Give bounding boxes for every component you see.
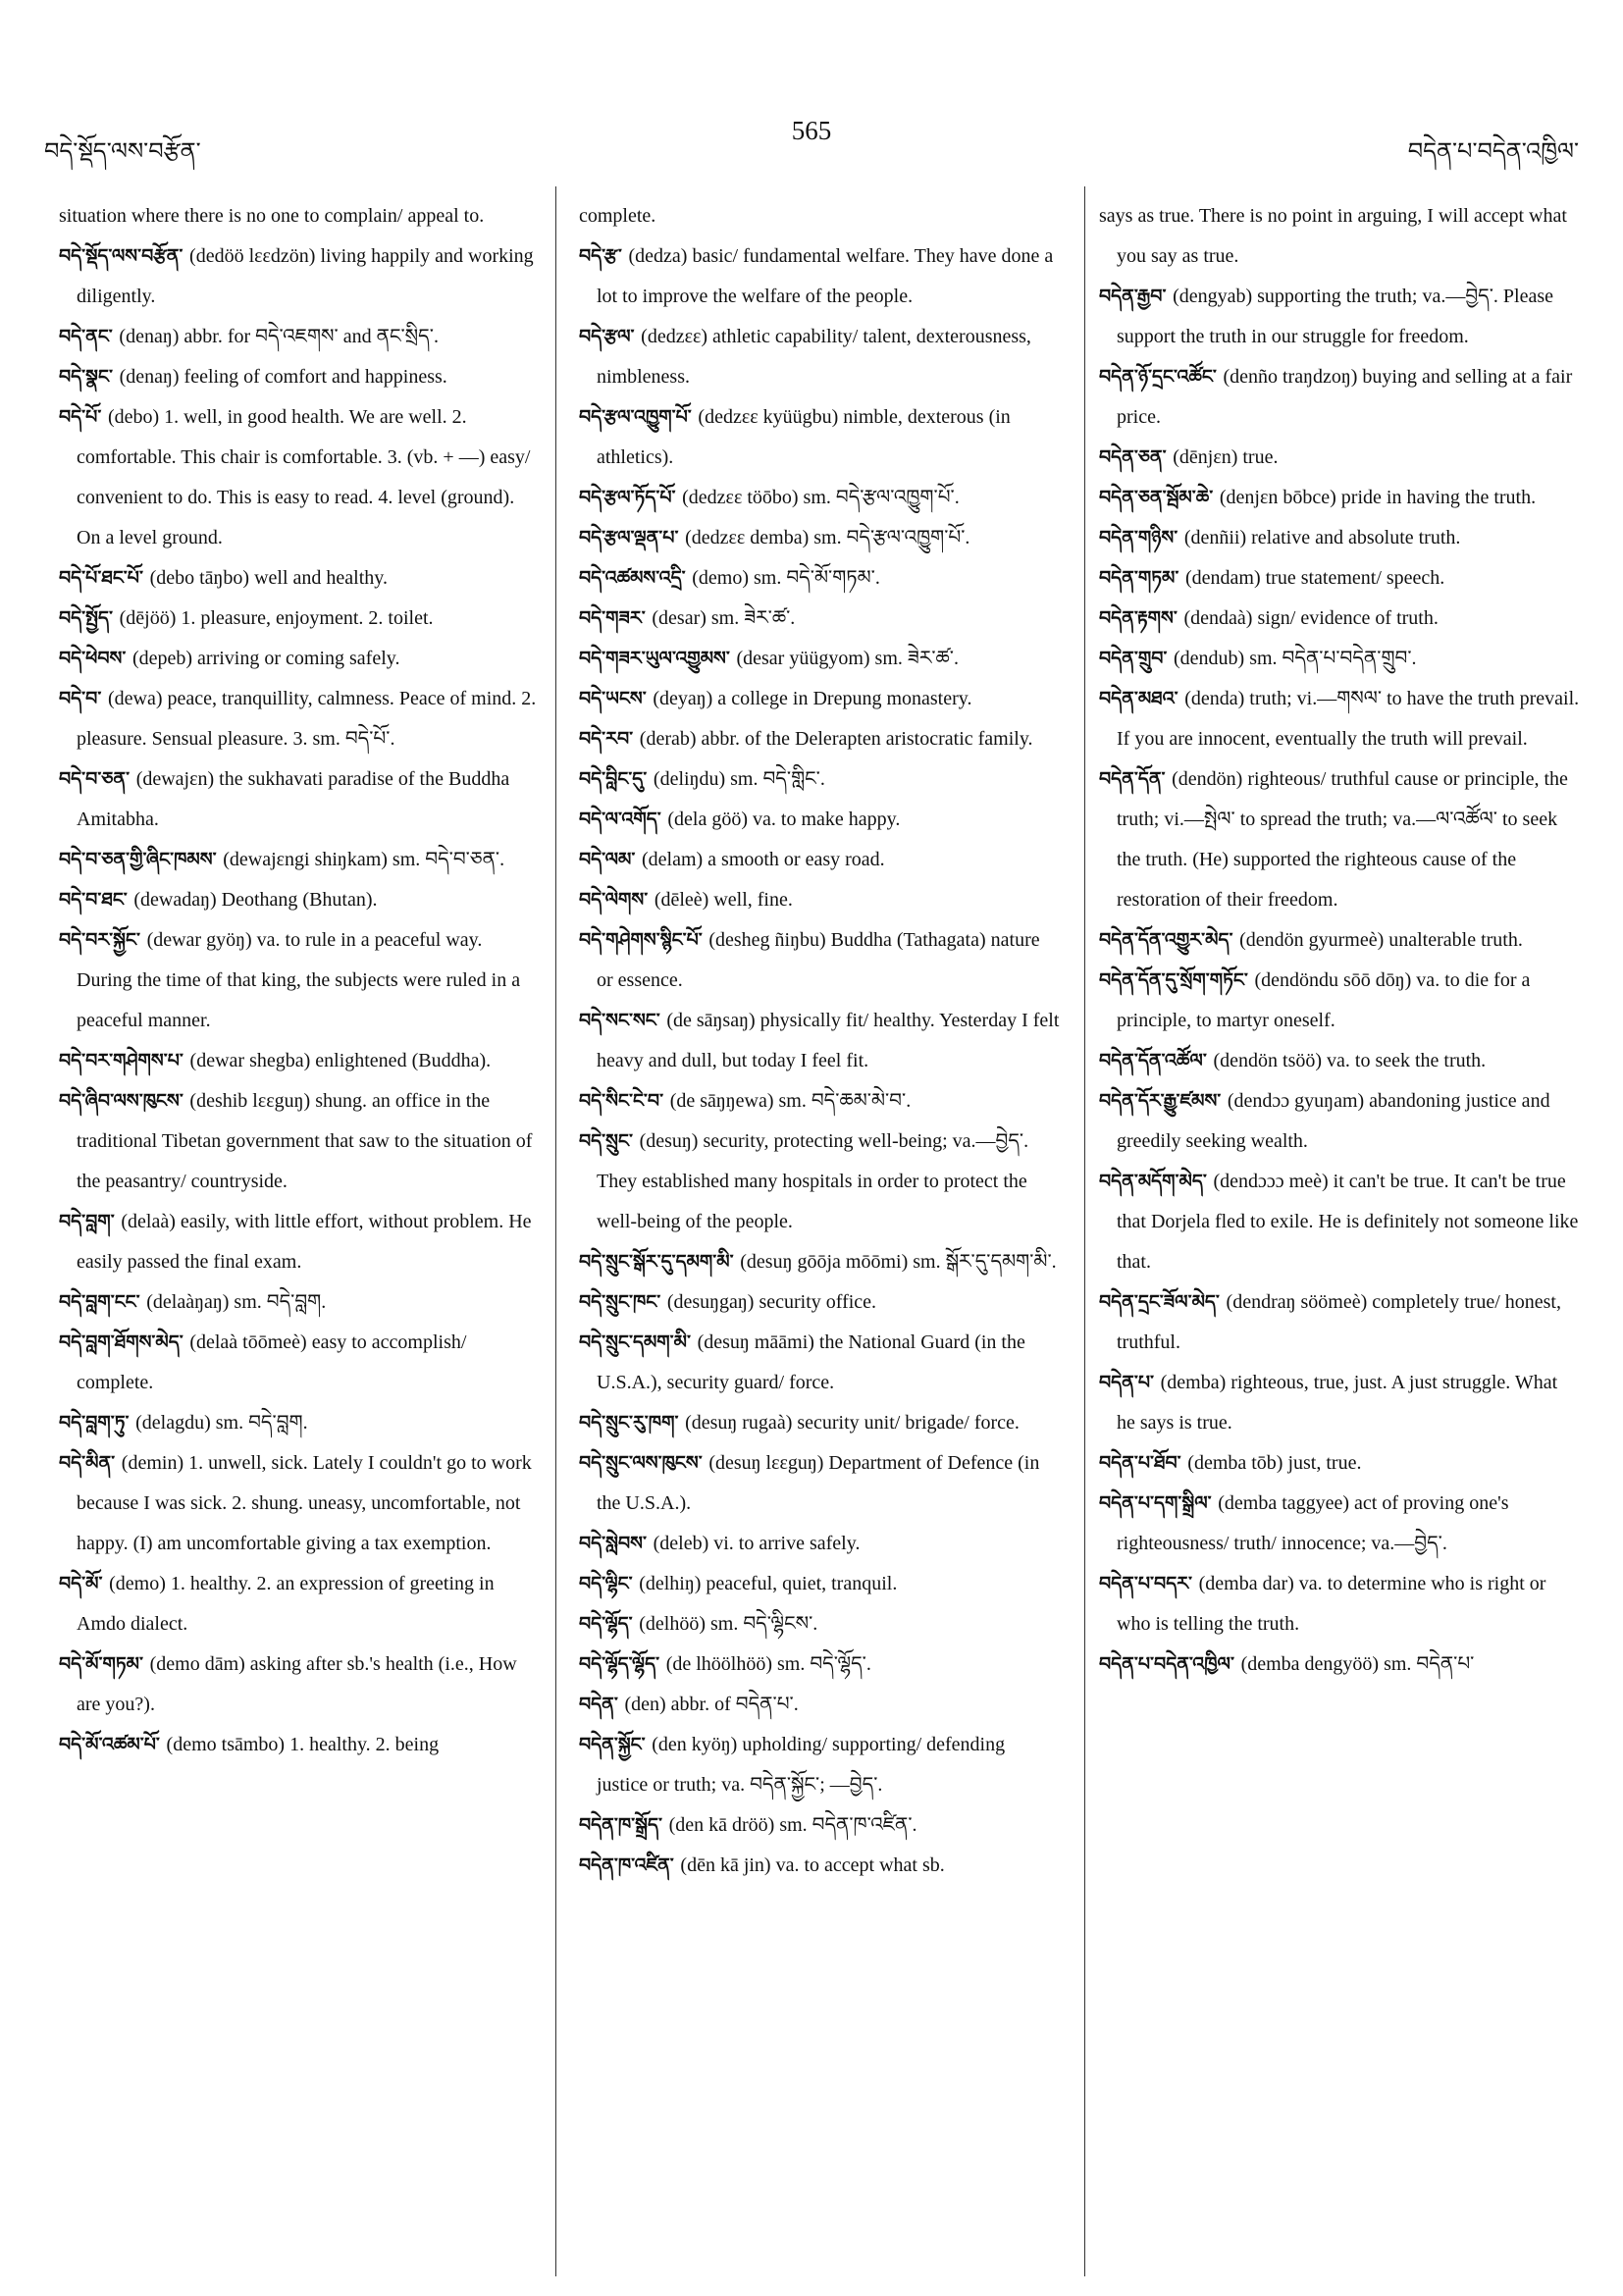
- dictionary-entry: [59, 599, 540, 639]
- entry-headword: བདེན་ཁ་སྒྲོད་: [579, 1814, 669, 1836]
- entry-definition: (den kyöŋ) upholding/ supporting/ defending justice or truth; va. བདེན་སྐྱོང་; —བྱེད་.: [597, 1734, 1006, 1796]
- entry-definition: (delaàŋaŋ) sm. བདེ་བླག.: [146, 1291, 327, 1313]
- dictionary-entry: [1099, 920, 1580, 961]
- dictionary-entry: [59, 1725, 540, 1765]
- dictionary-entry: [1099, 518, 1580, 558]
- entry-definition: (demba taggyee) act of proving one's righteousness/ truth/ innocence; va.—བྱེད་.: [1117, 1492, 1509, 1554]
- entry-definition: (denño traŋdzoŋ) buying and selling at a fair price.: [1117, 366, 1573, 428]
- entry-headword: བདེ་སྲུང་སྒོར་དུ་དམག་མི་: [579, 1251, 741, 1273]
- entry-definition: (dewadaŋ) Deothang (Bhutan).: [133, 889, 378, 911]
- entry-definition: (delaà tōōmeè) easy to accomplish/ complete.: [77, 1331, 467, 1393]
- entry-headword: བདེ་འཚམས་འདྲི་: [579, 567, 693, 589]
- dictionary-entry: [59, 1041, 540, 1081]
- dictionary-entry: [579, 397, 1060, 478]
- dictionary-entry: [59, 1323, 540, 1403]
- entry-headword: བདེ་ཕེབས་: [59, 648, 132, 669]
- entry-headword: བདེ་སྲུང་: [579, 1130, 640, 1152]
- entry-headword: བདེན་ཅན་: [1099, 446, 1174, 468]
- dictionary-columns: [59, 196, 1580, 2257]
- entry-headword: བདེ་སླེབས་: [579, 1533, 654, 1554]
- entry-headword: བདེན་པ་བདེན་འཁྱིལ་: [1099, 1653, 1241, 1675]
- entry-definition: situation where there is no one to complain/ appeal to.: [59, 205, 485, 227]
- entry-headword: བདེན་པ་བདར་: [1099, 1573, 1199, 1594]
- entry-headword: བདེན་པ་: [1099, 1372, 1161, 1393]
- entry-definition: (dendam) true statement/ speech.: [1184, 567, 1445, 589]
- entry-definition: (demba dengyöö) sm. བདེན་པ་: [1240, 1653, 1475, 1675]
- entry-definition: (den) abbr. of བདེན་པ་.: [624, 1694, 799, 1715]
- dictionary-entry: [579, 719, 1060, 759]
- entry-headword: བདེ་བླག་ངང་: [59, 1291, 147, 1313]
- entry-definition: (debo) 1. well, in good health. We are well. 2. comfortable. This chair is comfortable. 3. (vb. + —) easy/ convenient to do. This is easy to read. 4. level (ground). On a level ground.: [77, 406, 531, 548]
- entry-headword: བདེ་རྩ་: [579, 245, 629, 267]
- entry-definition: (delam) a smooth or easy road.: [641, 849, 885, 870]
- dictionary-entry: [579, 1564, 1060, 1604]
- dictionary-entry: [579, 1122, 1060, 1242]
- dictionary-entry: [1099, 639, 1580, 679]
- entry-headword: བདེ་རྩལ་ལྡན་པ་: [579, 527, 686, 548]
- dictionary-entry: [579, 679, 1060, 719]
- entry-definition: (denjɛn bōbce) pride in having the truth.: [1219, 487, 1537, 508]
- dictionary-entry: [59, 679, 540, 759]
- dictionary-entry: [579, 518, 1060, 558]
- entry-headword: བདེ་རྩལ་འཁྱུག་པོ་: [579, 406, 699, 428]
- entry-headword: བདེ་བ་ཅན་: [59, 768, 136, 790]
- dictionary-entry: [59, 397, 540, 558]
- entry-headword: བདེ་གཤེགས་སྙིང་པོ་: [579, 929, 709, 951]
- entry-definition: (dedzɛɛ) athletic capability/ talent, dexterousness, nimbleness.: [597, 326, 1031, 388]
- entry-definition: (dendön tsöö) va. to seek the truth.: [1213, 1050, 1487, 1071]
- dictionary-entry: [1099, 1081, 1580, 1162]
- dictionary-entry: [579, 880, 1060, 920]
- dictionary-entry: [579, 800, 1060, 840]
- dictionary-entry: [59, 639, 540, 679]
- entry-headword: བདེ་རྩལ་ཏོད་པོ་: [579, 487, 683, 508]
- dictionary-entry: [579, 1081, 1060, 1122]
- dictionary-entry: [579, 1524, 1060, 1564]
- entry-definition: (deshib lɛɛguŋ) shung. an office in the traditional Tibetan government that saw to the situation of the peasantry/ countryside.: [77, 1090, 533, 1192]
- entry-headword: བདེ་སྡོད་ལས་བརྩོན་: [59, 245, 190, 267]
- entry-headword: བདེ་རྩལ་: [579, 326, 642, 347]
- entry-definition: (desar) sm. ཟེར་ཚ་.: [652, 607, 796, 629]
- entry-definition: (delagdu) sm. བདེ་བླག.: [135, 1412, 308, 1434]
- entry-headword: བདེ་བ་ཐང་: [59, 889, 134, 911]
- column-2: [579, 196, 1060, 2257]
- entry-definition: (dedzɛɛ töōbo) sm. བདེ་རྩལ་འཁྱུག་པོ་.: [682, 487, 960, 508]
- entry-definition: (desuŋ gōōja mōōmi) sm. སྒོར་དུ་དམག་མི་.: [740, 1251, 1057, 1273]
- dictionary-entry: [1099, 1564, 1580, 1644]
- dictionary-entry: [579, 840, 1060, 880]
- entry-definition: (demo) 1. healthy. 2. an expression of greeting in Amdo dialect.: [77, 1573, 495, 1635]
- entry-headword: བདེ་རབ་: [579, 728, 640, 750]
- entry-definition: (dēnjɛn) true.: [1173, 446, 1279, 468]
- entry-definition: (de sāŋsaŋ) physically fit/ healthy. Yesterday I felt heavy and dull, but today I feel fit.: [597, 1010, 1060, 1071]
- running-head-left: བདེ་སྡོད་ལས་བརྩོན་: [44, 137, 201, 165]
- dictionary-entry: [59, 1443, 540, 1564]
- entry-headword: བདེན་དོན་འགྱུར་མེད་: [1099, 929, 1240, 951]
- dictionary-entry: [1099, 1363, 1580, 1443]
- dictionary-entry: [1099, 277, 1580, 357]
- entry-headword: བདེ་སྲུང་རུ་ཁག་: [579, 1412, 686, 1434]
- dictionary-entry: [579, 1242, 1060, 1282]
- entry-headword: བདེ་བླིང་དུ་: [579, 768, 654, 790]
- dictionary-entry: [1099, 558, 1580, 599]
- dictionary-entry: [579, 1323, 1060, 1403]
- dictionary-entry: [579, 639, 1060, 679]
- dictionary-entry: [579, 1685, 1060, 1725]
- entry-definition: (dēleè) well, fine.: [654, 889, 793, 911]
- entry-headword: བདེ་ལྷོད་: [579, 1613, 640, 1635]
- entry-definition: (dengyab) supporting the truth; va.—བྱེད་. Please support the truth in our struggle for freedom.: [1117, 286, 1554, 347]
- entry-headword: བདེ་བླག་ཏུ་: [59, 1412, 136, 1434]
- entry-headword: བདེ་ཡངས་: [579, 688, 654, 709]
- page-number: 565: [791, 116, 832, 145]
- entry-headword: བདེན་དོན་འཚོལ་: [1099, 1050, 1214, 1071]
- entry-headword: བདེ་མོ་འཚམ་པོ་: [59, 1734, 167, 1755]
- entry-headword: བདེ་མོ་: [59, 1573, 110, 1594]
- entry-headword: བདེ་བར་སྐྱོང་: [59, 929, 147, 951]
- dictionary-entry: [579, 1001, 1060, 1081]
- dictionary-entry: [1099, 1484, 1580, 1564]
- entry-headword: བདེན་གཏམ་: [1099, 567, 1185, 589]
- entry-headword: བདེ་མིན་: [59, 1452, 122, 1474]
- dictionary-entry: [579, 599, 1060, 639]
- dictionary-entry: [59, 317, 540, 357]
- entry-headword: བདེ་ནང་: [59, 326, 120, 347]
- entry-definition: (demo) sm. བདེ་མོ་གཏམ་.: [692, 567, 880, 589]
- entry-definition: (dēn kā jin) va. to accept what sb.: [680, 1854, 945, 1876]
- page-header: [0, 116, 1623, 175]
- entry-definition: (dewar gyöŋ) va. to rule in a peaceful way. During the time of that king, the subjects were ruled in a peaceful manner.: [77, 929, 521, 1031]
- entry-definition: (dela göö) va. to make happy.: [667, 809, 901, 830]
- entry-definition: (dewa) peace, tranquillity, calmness. Peace of mind. 2. pleasure. Sensual pleasure. 3. sm. བདེ་པོ་.: [77, 688, 537, 750]
- entry-headword: བདེན་: [579, 1694, 625, 1715]
- entry-definition: (den kā dröö) sm. བདེན་ཁ་འཛིན་.: [668, 1814, 917, 1836]
- dictionary-entry: [579, 1725, 1060, 1805]
- entry-headword: བདེན་ཅན་སྦོམ་ཆེ་: [1099, 487, 1220, 508]
- entry-definition: (dendɔɔ gyuŋam) abandoning justice and greedily seeking wealth.: [1117, 1090, 1550, 1152]
- dictionary-entry: [1099, 1443, 1580, 1484]
- dictionary-entry: [579, 1846, 1060, 1886]
- entry-headword: བདེ་སྲུང་ལས་ཁུངས་: [579, 1452, 709, 1474]
- entry-headword: བདེ་ལ་འགོད་: [579, 809, 668, 830]
- entry-headword: བདེ་སིང་ངེ་བ་: [579, 1090, 670, 1112]
- dictionary-entry: [1099, 1041, 1580, 1081]
- dictionary-entry: [579, 1644, 1060, 1685]
- entry-definition: (dendön) righteous/ truthful cause or principle, the truth; vi.—སྤེལ་ to spread the truth; va.—ལ་འཚོལ་ to seek the truth. (He) supported the righteous cause of the restoration of their freedom.: [1117, 768, 1568, 911]
- entry-definition: (demo tsāmbo) 1. healthy. 2. being: [166, 1734, 440, 1755]
- entry-definition: (dendaà) sign/ evidence of truth.: [1183, 607, 1439, 629]
- entry-definition: (dedzɛɛ demba) sm. བདེ་རྩལ་འཁྱུག་པོ་.: [685, 527, 970, 548]
- entry-definition: (dewajɛn) the sukhavati paradise of the Buddha Amitabha.: [77, 768, 510, 830]
- entry-definition: (desuŋ rugaà) security unit/ brigade/ force.: [685, 1412, 1020, 1434]
- dictionary-entry: [59, 1564, 540, 1644]
- dictionary-entry: [1099, 599, 1580, 639]
- entry-definition: (dewar shegba) enlightened (Buddha).: [189, 1050, 492, 1071]
- entry-definition: (denaŋ) feeling of comfort and happiness.: [119, 366, 447, 388]
- entry-headword: བདེ་ལམ་: [579, 849, 642, 870]
- dictionary-entry: [579, 1403, 1060, 1443]
- dictionary-entry: [59, 759, 540, 840]
- entry-definition: (delhöö) sm. བདེ་ལྷིངས་.: [639, 1613, 818, 1635]
- entry-headword: བདེ་ལྷིང་: [579, 1573, 640, 1594]
- dictionary-entry: [1099, 961, 1580, 1041]
- entry-definition: (dendön gyurmeè) unalterable truth.: [1239, 929, 1523, 951]
- dictionary-entry: [579, 1282, 1060, 1323]
- entry-definition: (dendub) sm. བདེན་པ་བདེན་གྲུབ་.: [1174, 648, 1417, 669]
- entry-definition: complete.: [579, 205, 656, 227]
- entry-headword: བདེ་པོ་ཐང་པོ་: [59, 567, 150, 589]
- entry-headword: བདེ་བླག་ཐོགས་མེད་: [59, 1331, 190, 1353]
- entry-definition: says as true. There is no point in arguing, I will accept what you say as true.: [1099, 205, 1567, 267]
- entry-headword: བདེན་དོན་དུ་སྲོག་གཏོང་: [1099, 969, 1255, 991]
- dictionary-entry: [579, 1604, 1060, 1644]
- entry-definition: (demba dar) va. to determine who is right or who is telling the truth.: [1117, 1573, 1546, 1635]
- dictionary-entry: [579, 759, 1060, 800]
- dictionary-entry: [1099, 759, 1580, 920]
- dictionary-entry: [579, 920, 1060, 1001]
- dictionary-entry: [579, 478, 1060, 518]
- entry-headword: བདེན་རྟགས་: [1099, 607, 1184, 629]
- entry-definition: (dendöndu sōō dōŋ) va. to die for a principle, to martyr oneself.: [1117, 969, 1531, 1031]
- dictionary-entry: [1099, 438, 1580, 478]
- entry-headword: བདེ་བར་གཤེགས་པ་: [59, 1050, 190, 1071]
- dictionary-entry: [579, 558, 1060, 599]
- entry-definition: (dendɔɔɔ meè) it can't be true. It can't be true that Dorjela fled to exile. He is definitely not someone like that.: [1117, 1171, 1579, 1273]
- entry-definition: (dendraŋ söömeè) completely true/ honest, truthful.: [1117, 1291, 1561, 1353]
- column-1: [59, 196, 540, 2257]
- entry-headword: བདེ་གཟར་: [579, 607, 653, 629]
- entry-definition: (desuŋgaŋ) security office.: [666, 1291, 877, 1313]
- dictionary-entry: [59, 236, 540, 317]
- entry-headword: བདེ་བ་: [59, 688, 108, 709]
- dictionary-entry: [59, 880, 540, 920]
- entry-definition: (demin) 1. unwell, sick. Lately I couldn't go to work because I was sick. 2. shung. uneasy, uncomfortable, not happy. (I) am uncomfortable giving a tax exemption.: [77, 1452, 532, 1554]
- dictionary-entry: [59, 558, 540, 599]
- running-head-right: བདེན་པ་བདེན་འཁྱིལ་: [1407, 137, 1579, 165]
- entry-headword: བདེ་མོ་གཏམ་: [59, 1653, 150, 1675]
- dictionary-entry: [1099, 1162, 1580, 1282]
- dictionary-entry: [579, 236, 1060, 317]
- dictionary-entry: [59, 840, 540, 880]
- entry-definition: (dedöö lɛɛdzön) living happily and working diligently.: [77, 245, 534, 307]
- entry-definition: (denaŋ) abbr. for བདེ་འཇགས་ and ནང་སྲིད་.: [119, 326, 439, 347]
- dictionary-entry: [1099, 1282, 1580, 1363]
- entry-headword: བདེ་གཟར་ཡུལ་འགྱུམས་: [579, 648, 737, 669]
- entry-headword: བདེ་ལེགས་: [579, 889, 654, 911]
- entry-headword: བདེ་སྣང་: [59, 366, 120, 388]
- dictionary-entry: [1099, 478, 1580, 518]
- entry-headword: བདེ་པོ་: [59, 406, 108, 428]
- entry-headword: བདེན་གྲུབ་: [1099, 648, 1175, 669]
- entry-headword: བདེན་རྒྱབ་: [1099, 286, 1174, 307]
- entry-definition: (de lhöölhöö) sm. བདེ་ལྷོད་.: [665, 1653, 871, 1675]
- entry-definition: (demo dām) asking after sb.'s health (i.e., How are you?).: [77, 1653, 517, 1715]
- entry-definition: (debo tāŋbo) well and healthy.: [149, 567, 388, 589]
- entry-definition: (dedza) basic/ fundamental welfare. They have done a lot to improve the welfare of the people.: [597, 245, 1054, 307]
- entry-headword: བདེན་དོན་: [1099, 768, 1173, 790]
- dictionary-entry: [59, 1081, 540, 1202]
- dictionary-entry: [1099, 196, 1580, 277]
- entry-definition: (deyaŋ) a college in Drepung monastery.: [653, 688, 972, 709]
- dictionary-entry: [59, 1282, 540, 1323]
- entry-headword: བདེན་སྐྱོང་: [579, 1734, 653, 1755]
- entry-definition: (derab) abbr. of the Delerapten aristocratic family.: [639, 728, 1033, 750]
- entry-definition: (dedzɛɛ kyüügbu) nimble, dexterous (in athletics).: [597, 406, 1011, 468]
- dictionary-entry: [579, 317, 1060, 397]
- dictionary-entry: [59, 920, 540, 1041]
- entry-definition: (desuŋ lɛɛguŋ) Department of Defence (in the U.S.A.).: [597, 1452, 1040, 1514]
- dictionary-entry: [59, 1644, 540, 1725]
- dictionary-entry: [59, 1403, 540, 1443]
- entry-headword: བདེ་ལྷོད་ལྷོད་: [579, 1653, 666, 1675]
- entry-headword: བདེན་པ་ཐོབ་: [1099, 1452, 1188, 1474]
- entry-headword: བདེ་བླག་: [59, 1211, 122, 1232]
- entry-definition: (demba) righteous, true, just. A just struggle. What he says is true.: [1117, 1372, 1558, 1434]
- entry-definition: (desuŋ) security, protecting well-being; va.—བྱེད་. They established many hospitals in order to protect the well-being of the people.: [597, 1130, 1029, 1232]
- entry-headword: བདེན་པ་དག་སྒྲིལ་: [1099, 1492, 1219, 1514]
- entry-headword: བདེན་ཉོ་དྲང་འཚོང་: [1099, 366, 1224, 388]
- dictionary-entry: [579, 1805, 1060, 1846]
- entry-definition: (dējöö) 1. pleasure, enjoyment. 2. toilet.: [119, 607, 434, 629]
- entry-headword: བདེ་སང་སང་: [579, 1010, 667, 1031]
- entry-definition: (deleb) vi. to arrive safely.: [653, 1533, 861, 1554]
- entry-headword: བདེ་སྲུང་ཁང་: [579, 1291, 667, 1313]
- entry-headword: བདེ་ཞིབ་ལས་ཁུངས་: [59, 1090, 190, 1112]
- dictionary-entry: [59, 196, 540, 236]
- entry-headword: བདེ་སྤྱོད་: [59, 607, 120, 629]
- entry-definition: (desar yüügyom) sm. ཟེར་ཚ་.: [736, 648, 959, 669]
- entry-headword: བདེན་ཁ་འཛིན་: [579, 1854, 681, 1876]
- dictionary-entry: [59, 1202, 540, 1282]
- entry-definition: (dewajɛngi shiŋkam) sm. བདེ་བ་ཅན་.: [223, 849, 505, 870]
- entry-headword: བདེན་མདོག་མེད་: [1099, 1171, 1214, 1192]
- entry-definition: (depeb) arriving or coming safely.: [131, 648, 400, 669]
- dictionary-entry: [59, 357, 540, 397]
- column-3: [1099, 196, 1580, 2257]
- entry-headword: བདེན་མཐའ་: [1099, 688, 1185, 709]
- dictionary-entry: [1099, 357, 1580, 438]
- entry-headword: བདེ་བ་ཅན་གྱི་ཞིང་ཁམས་: [59, 849, 224, 870]
- dictionary-entry: [1099, 679, 1580, 759]
- dictionary-entry: [579, 1443, 1060, 1524]
- entry-headword: བདེན་དོར་རྒྱུ་ཛམས་: [1099, 1090, 1228, 1112]
- entry-headword: བདེན་གཉིས་: [1099, 527, 1184, 548]
- entry-definition: (denda) truth; vi.—གསལ་ to have the truth prevail. If you are innocent, eventually the truth will prevail.: [1117, 688, 1580, 750]
- entry-definition: (desuŋ māāmi) the National Guard (in the U.S.A.), security guard/ force.: [597, 1331, 1025, 1393]
- entry-definition: (denñii) relative and absolute truth.: [1183, 527, 1461, 548]
- dictionary-entry: [1099, 1644, 1580, 1685]
- entry-definition: (desheg ñiŋbu) Buddha (Tathagata) nature or essence.: [597, 929, 1040, 991]
- dictionary-entry: [579, 196, 1060, 236]
- entry-definition: (delaà) easily, with little effort, without problem. He easily passed the final exam.: [77, 1211, 532, 1273]
- entry-definition: (deliŋdu) sm. བདེ་གླིང་.: [653, 768, 825, 790]
- entry-definition: (demba tōb) just, true.: [1187, 1452, 1362, 1474]
- entry-headword: བདེན་དྲང་ཟོལ་མེད་: [1099, 1291, 1227, 1313]
- entry-headword: བདེ་སྲུང་དམག་མི་: [579, 1331, 698, 1353]
- entry-definition: (de sāŋŋewa) sm. བདེ་ཆམ་མེ་བ་.: [669, 1090, 912, 1112]
- entry-definition: (delhiŋ) peaceful, quiet, tranquil.: [639, 1573, 898, 1594]
